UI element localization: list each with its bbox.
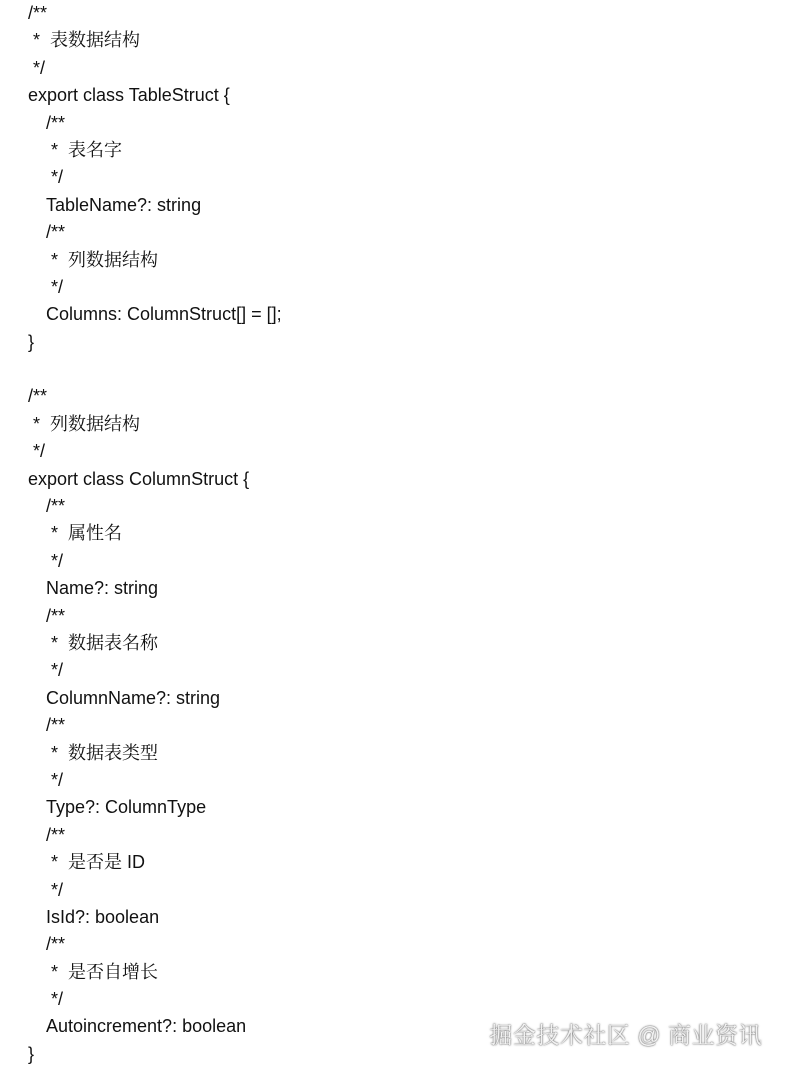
code-line: Type?: ColumnType <box>46 797 207 818</box>
code-line: /** <box>46 112 66 133</box>
code-line: */ <box>46 989 64 1010</box>
code-line: * 是否自增长 <box>46 961 159 982</box>
code-line: * 属性名 <box>46 523 123 544</box>
code-line: Name?: string <box>46 578 159 599</box>
code-line <box>28 356 768 383</box>
code-line: export class TableStruct { <box>28 85 230 106</box>
code-line: * 数据表名称 <box>46 632 159 653</box>
code-line: * 表数据结构 <box>28 30 141 51</box>
code-line: } <box>28 1043 35 1064</box>
code-line: export class ColumnStruct { <box>28 468 250 489</box>
code-line: /** <box>46 715 66 736</box>
code-line: /** <box>28 386 48 407</box>
code-line: */ <box>46 769 64 790</box>
code-line: /** <box>46 824 66 845</box>
code-line: */ <box>28 57 46 78</box>
code-line: ColumnName?: string <box>46 687 221 708</box>
code-line: * 是否是 ID <box>46 852 146 873</box>
code-line: /** <box>46 496 66 517</box>
code-block <box>28 0 768 1068</box>
code-line: /** <box>46 934 66 955</box>
code-line: * 列数据结构 <box>28 413 141 434</box>
code-line: */ <box>46 550 64 571</box>
code-line: } <box>28 331 35 352</box>
code-line: TableName?: string <box>46 194 202 215</box>
code-line: Autoincrement?: boolean <box>46 1016 247 1037</box>
code-line: * 数据表类型 <box>46 742 159 763</box>
code-line: /** <box>46 222 66 243</box>
code-line: /** <box>46 605 66 626</box>
code-line: * 表名字 <box>46 139 123 160</box>
code-line: */ <box>46 276 64 297</box>
code-line: Columns: ColumnStruct[] = []; <box>46 304 282 325</box>
watermark-text: 掘金技术社区 @ 商业资讯 <box>489 1022 762 1048</box>
code-line: /** <box>28 3 48 23</box>
code-line: */ <box>46 167 64 188</box>
code-line: */ <box>46 660 64 681</box>
code-line: */ <box>46 879 64 900</box>
code-line: IsId?: boolean <box>46 906 160 927</box>
code-line: * 列数据结构 <box>46 249 159 270</box>
code-line: */ <box>28 441 46 462</box>
